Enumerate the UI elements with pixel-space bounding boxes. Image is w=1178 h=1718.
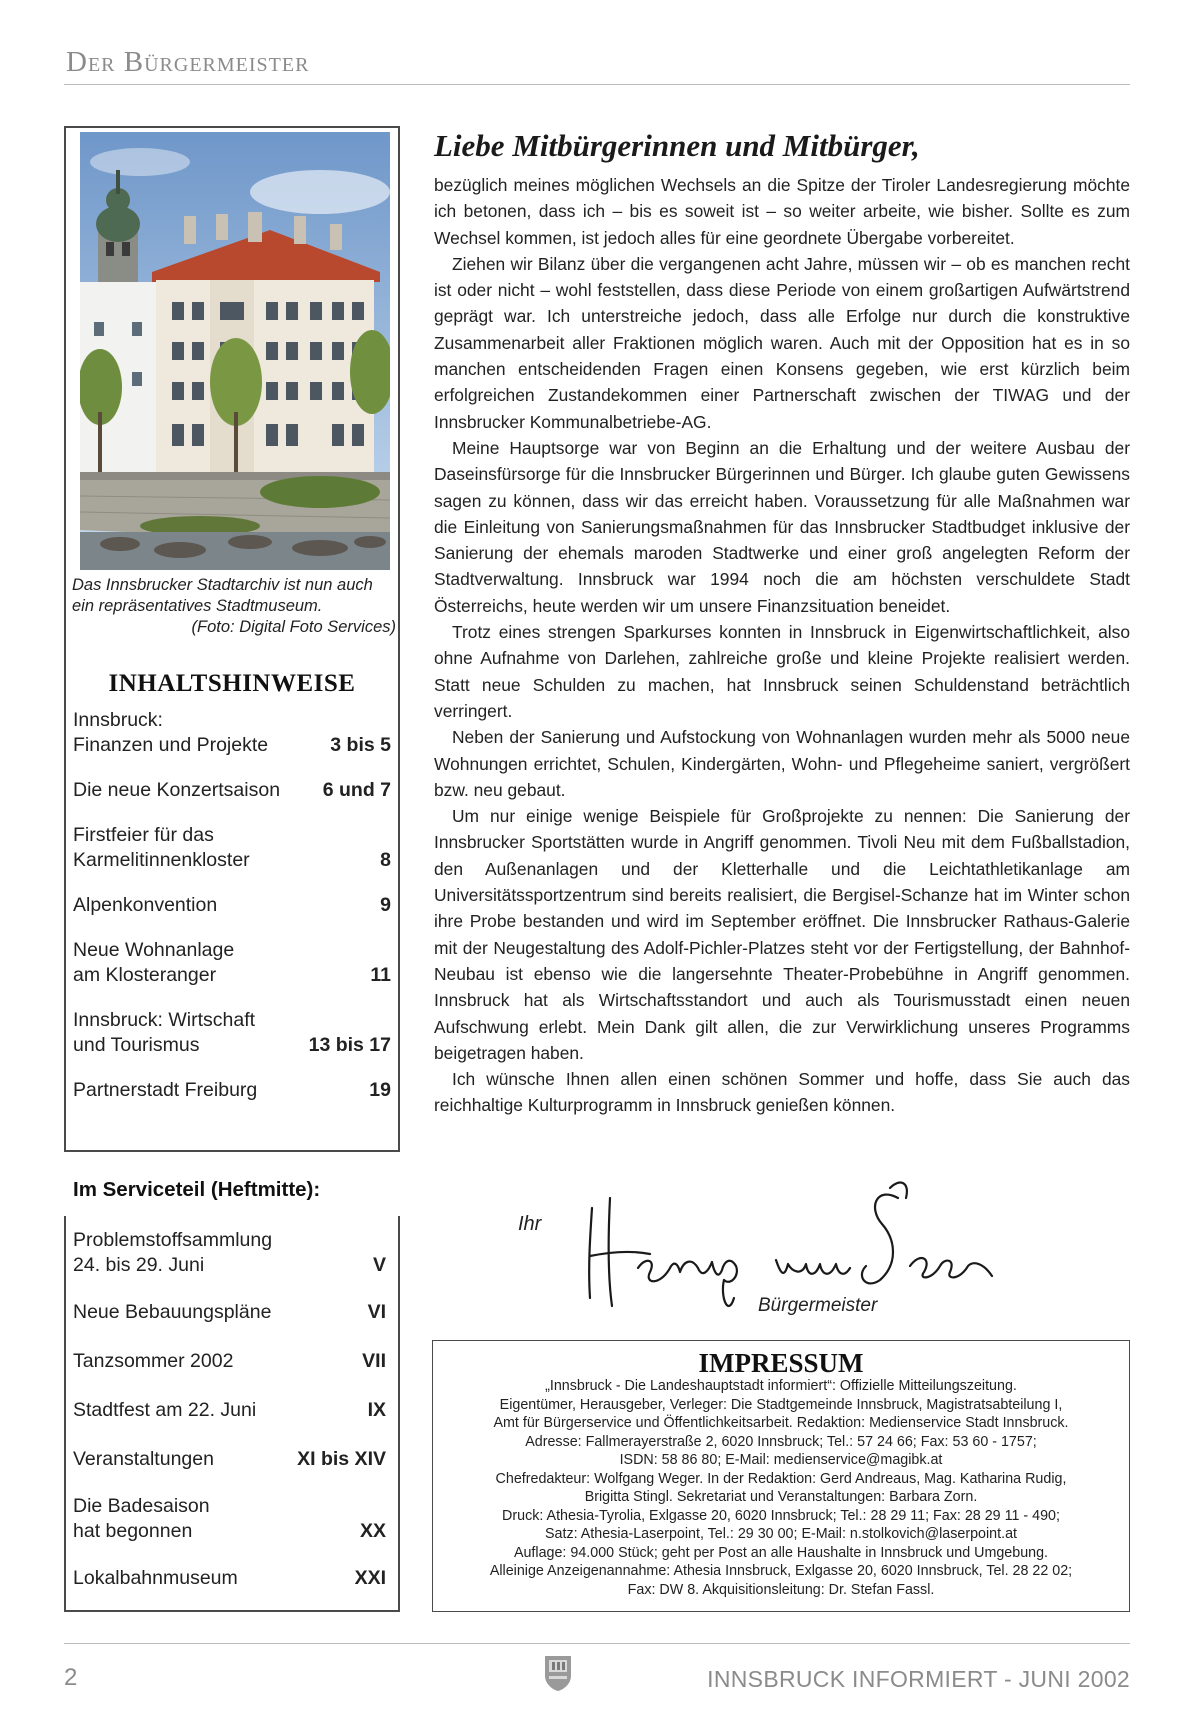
impressum-line: Satz: Athesia-Laserpoint, Tel.: 29 30 00; E-Mail: n.stolkovich@laserpoint.at — [545, 1526, 1017, 1542]
impressum-line: Fax: DW 8. Akquisitionsleitung: Dr. Stefan Fassl. — [627, 1581, 935, 1598]
contents-title: INHALTSHINWEISE — [108, 670, 356, 697]
contents-item-title: Neue Wohnanlage — [73, 939, 235, 961]
impressum-line: „Innsbruck - Die Landeshauptstadt informiert“: Offizielle Mitteilungszeitung. — [545, 1378, 1017, 1394]
letter-paragraph: Ich wünsche Ihnen allen einen schönen Sommer und hoffe, dass Sie auch das reichhaltige Kulturprogramm in Innsbruck genießen können. — [434, 1069, 1130, 1116]
contents-item — [73, 708, 391, 758]
service-list — [73, 1228, 386, 1591]
impressum-line: Amt für Bürgerservice und Öffentlichkeitsarbeit. Redaktion: Medienservice Stadt Innsbruck. — [493, 1415, 1069, 1431]
letter-paragraph: Ziehen wir Bilanz über die vergangenen acht Jahre, müssen wir – ob es manchen recht ist oder nicht – wohl feststellen, dass diese Periode von einem großartigen Aufwärtstrend geprägt war. Ich unterstreiche jedoch, dass alle Erfolge nur durch die konstruktive Zusammenarbeit aller Fraktionen möglich waren. Auch mit der Opposition hat es in so manchen entscheidenden Fragen einen Konsens gegeben, wie erst kürzlich beim erfolgreichen Zustandekommen einer Partnerschaft zwischen der TIWAG und der Innsbrucker Kommunalbetriebe-AG. — [434, 253, 1130, 432]
contents-item — [73, 893, 391, 918]
letter-paragraph: bezüglich meines möglichen Wechsels an die Spitze der Tiroler Landesregierung möchte ich betonen, dass ich – bis es soweit ist – so weiter arbeite, wie bisher. Sollte es zum Wechsel kommen, ist jedoch alles für eine geordnete Übergabe vorbereitet. — [434, 175, 1130, 248]
service-item — [73, 1447, 386, 1472]
contents-item-title: Innsbruck: — [73, 709, 163, 731]
service-item — [73, 1349, 386, 1374]
service-item-title: Neue Bebauungspläne — [73, 1301, 272, 1323]
impressum-line: Alleinige Anzeigenannahme: Athesia Innsbruck, Exlgasse 20, 6020 Innsbruck, Tel. 28 22 02; — [489, 1563, 1073, 1579]
contents-item-title: Firstfeier für das — [73, 824, 214, 846]
contents-item — [73, 1078, 391, 1103]
contents-item-page: 19 — [369, 1079, 391, 1101]
section-title: Der Bürgermeister — [66, 46, 310, 78]
city-crest-icon — [543, 1652, 573, 1692]
impressum-line: Auflage: 94.000 Stück; geht per Post an alle Haushalte in Innsbruck und Umgebung. — [513, 1544, 1049, 1561]
letter-heading: Liebe Mitbürgerinnen und Mitbürger, — [434, 128, 920, 163]
contents-item — [73, 778, 391, 803]
caption-line: ein repräsentatives Stadtmuseum. — [72, 597, 323, 615]
page-number: 2 — [64, 1664, 78, 1691]
contents-item — [73, 1008, 391, 1058]
service-item — [73, 1494, 386, 1544]
service-item-title: Tanzsommer 2002 — [73, 1350, 234, 1372]
impressum-line: Druck: Athesia-Tyrolia, Exlgasse 20, 6020 Innsbruck; Tel.: 28 29 11; Fax: 28 29 11 - 490; — [502, 1507, 1060, 1524]
service-item-title: Die Badesaison — [73, 1495, 210, 1517]
service-item-page: XXI — [354, 1567, 386, 1589]
letter-paragraph: Neben der Sanierung und Aufstockung von Wohnanlagen wurden mehr als 5000 neue Wohnungen errichtet, Schulen, Kindergärten, Wohn- und Pflegeheime saniert, vergrößert bzw. neu gebaut. — [434, 727, 1130, 800]
impressum-line: Eigentümer, Herausgeber, Verleger: Die Stadtgemeinde Innsbruck, Magistratsabteilung I, — [499, 1396, 1063, 1413]
stadtmuseum-photo — [80, 132, 390, 570]
service-item-page: VII — [362, 1350, 386, 1372]
contents-item-page: 9 — [380, 894, 391, 916]
contents-item — [73, 823, 391, 873]
contents-item-title: Finanzen und Projekte — [73, 734, 269, 756]
service-item-title: Problemstoffsammlung — [73, 1229, 273, 1251]
contents-item — [73, 938, 391, 988]
impressum-line: ISDN: 58 86 80; E-Mail: medienservice@magibk.at — [619, 1452, 943, 1468]
impressum-box — [432, 1340, 1130, 1612]
service-item-title: 24. bis 29. Juni — [73, 1254, 205, 1276]
contents-item-page: 11 — [370, 964, 391, 986]
service-item — [73, 1300, 386, 1325]
service-item-page: V — [372, 1254, 386, 1276]
service-item-title: Stadtfest am 22. Juni — [73, 1399, 257, 1421]
contents-item-page: 3 bis 5 — [330, 734, 391, 756]
photo-credit: (Foto: Digital Foto Services) — [191, 618, 396, 636]
service-item-page: VI — [367, 1301, 386, 1323]
service-item — [73, 1228, 386, 1278]
service-item — [73, 1398, 386, 1423]
service-item — [73, 1566, 386, 1591]
contents-item-title: Alpenkonvention — [73, 894, 218, 916]
letter-body — [434, 172, 1130, 1119]
contents-item-page: 6 und 7 — [322, 779, 391, 801]
contents-item-title: Innsbruck: Wirtschaft — [73, 1009, 256, 1031]
contents-item-title: Die neue Konzertsaison — [73, 779, 281, 801]
contents-item-title: Partnerstadt Freiburg — [73, 1079, 258, 1101]
footer-divider — [64, 1643, 1130, 1644]
photo-caption — [72, 575, 396, 638]
contents-item-title: am Klosteranger — [73, 964, 217, 986]
caption-line: Das Innsbrucker Stadtarchiv ist nun auch — [72, 576, 373, 594]
contents-item-page: 8 — [380, 849, 391, 871]
service-item-page: XI bis XIV — [297, 1448, 386, 1470]
service-item-page: XX — [359, 1520, 386, 1542]
contents-item-page: 13 bis 17 — [308, 1034, 391, 1056]
service-item-title: Veranstaltungen — [73, 1448, 214, 1470]
publication-title: INNSBRUCK INFORMIERT - JUNI 2002 — [707, 1666, 1130, 1692]
letter-paragraph: Meine Hauptsorge war von Beginn an die Erhaltung und der weitere Ausbau der Daseinsfürsorge für die Innsbrucker Bürgerinnen und Bürger. Ich glaube guten Gewissens sagen zu können, dass wir das erreicht haben. Voraussetzung für alle Maßnahmen war die Einleitung von Sanierungsmaßnahmen für das Innsbrucker Stadtbudget inklusive der Sanierung der ehemals maroden Stadtwerke und einer groß angelegten Reform der Stadtverwaltung. Innsbruck war 1994 noch die am höchsten verschuldete Stadt Österreichs, heute werden wir um unsere Finanzsituation beneidet. — [434, 437, 1130, 616]
impressum-line: Adresse: Fallmerayerstraße 2, 6020 Innsbruck; Tel.: 57 24 66; Fax: 53 60 - 1757; — [525, 1433, 1037, 1450]
service-title: Im Serviceteil (Heftmitte): — [73, 1178, 321, 1201]
signatory-role: Bürgermeister — [758, 1295, 878, 1316]
header-divider — [64, 84, 1130, 85]
service-item-title: Lokalbahnmuseum — [73, 1567, 238, 1589]
contents-item-title: Karmelitinnenkloster — [73, 849, 250, 871]
service-item-page: IX — [367, 1399, 386, 1421]
contents-list — [73, 708, 391, 1103]
letter-closing: Ihr — [518, 1213, 542, 1235]
impressum-line: Brigitta Stingl. Sekretariat und Veranstaltungen: Barbara Zorn. — [584, 1489, 978, 1505]
impressum-line: Chefredakteur: Wolfgang Weger. In der Redaktion: Gerd Andreaus, Mag. Katharina Rudig, — [495, 1470, 1067, 1487]
impressum-title: IMPRESSUM — [698, 1348, 864, 1378]
contents-item-title: und Tourismus — [73, 1034, 200, 1056]
letter-paragraph: Um nur einige wenige Beispiele für Großprojekte zu nennen: Die Sanierung der Innsbrucker Sportstätten wurde in Angriff genommen. Tivoli Neu mit dem Fußballstadion, den Außenanlagen und der Kletterhalle und die Leichtathletikanlage am Universitätssportzentrum sind bereits realisiert, die Bergisel-Schanze hat im Winter schon ihre Probe bestanden und wird im September eröffnet. Die Innsbrucker Rathaus-Galerie mit der Neugestaltung des Adolf-Pichler-Platzes steht vor der Fertigstellung, der Bahnhof-Neubau ist ebenso wie die langersehnte Theater-Probebühne in Angriff genommen. Innsbruck hat als Wirtschaftsstandort und auch als Tourismusstadt einen neuen Aufschwung erlebt. Mein Dank gilt allen, die zur Verwirklichung unseres Programms beigetragen haben. — [434, 806, 1130, 1063]
service-item-title: hat begonnen — [73, 1520, 193, 1542]
letter-paragraph: Trotz eines strengen Sparkurses konnten in Innsbruck in Eigenwirtschaftlichkeit, also ohne Aufnahme von Darlehen, zahlreiche große und kleine Projekte realisiert werden. Statt neue Schulden zu machen, hat Innsbruck seinen Schuldenstand beträchtlich verringert. — [434, 622, 1130, 721]
